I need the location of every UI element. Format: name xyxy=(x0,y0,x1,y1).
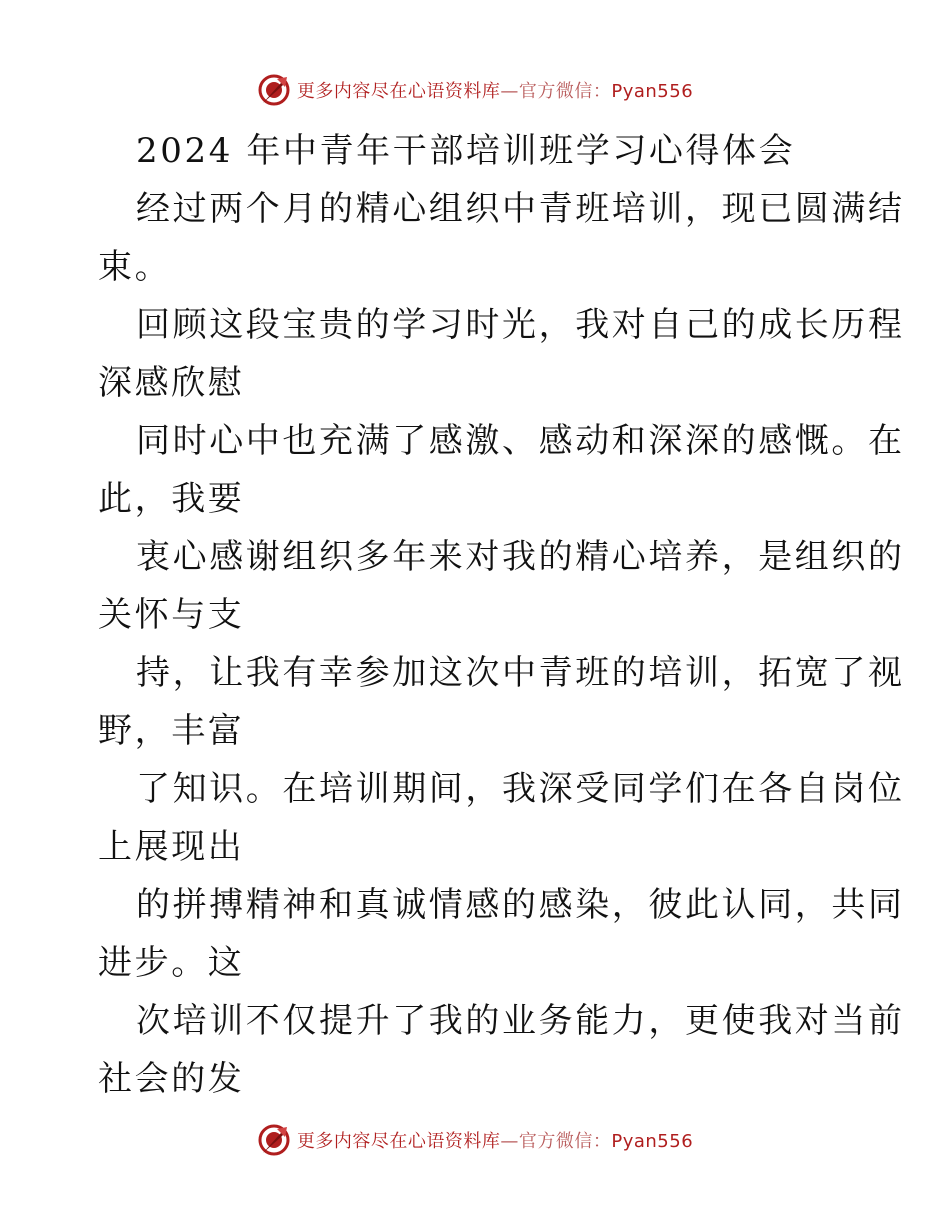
footer-banner xyxy=(0,1120,950,1160)
text-line: 的拼搏精神和真诚情感的感染，彼此认同，共同 xyxy=(136,885,905,925)
banner-text: 更多内容尽在心语资料库—官方微信：Pyan556 xyxy=(296,1131,694,1152)
text-line: 深感欣慰 xyxy=(98,363,245,403)
text-line: 次培训不仅提升了我的业务能力，更使我对当前 xyxy=(136,1001,905,1041)
text-line: 经过两个月的精心组织中青班培训，现已圆满结 xyxy=(136,189,905,229)
text-line: 束。 xyxy=(98,247,172,287)
text-line: 此，我要 xyxy=(98,479,245,519)
text-line: 社会的发 xyxy=(98,1059,245,1099)
text-line: 同时心中也充满了感激、感动和深深的感慨。在 xyxy=(136,421,905,461)
quill-seal-icon xyxy=(257,73,291,107)
quill-seal-icon xyxy=(257,1123,291,1157)
banner-text: 更多内容尽在心语资料库—官方微信：Pyan556 xyxy=(296,81,694,102)
text-line: 了知识。在培训期间，我深受同学们在各自岗位 xyxy=(136,769,905,809)
text-line: 回顾这段宝贵的学习时光，我对自己的成长历程 xyxy=(136,305,905,345)
text-line: 衷心感谢组织多年来对我的精心培养，是组织的 xyxy=(136,537,905,577)
text-line: 野，丰富 xyxy=(98,711,245,751)
document-body xyxy=(98,122,905,1108)
text-line: 上展现出 xyxy=(98,827,245,867)
text-line: 进步。这 xyxy=(98,943,245,983)
header-banner xyxy=(0,70,950,110)
text-line: 持，让我有幸参加这次中青班的培训，拓宽了视 xyxy=(136,653,905,693)
document-title: 2024 年中青年干部培训班学习心得体会 xyxy=(136,131,796,171)
text-line: 关怀与支 xyxy=(98,595,245,635)
